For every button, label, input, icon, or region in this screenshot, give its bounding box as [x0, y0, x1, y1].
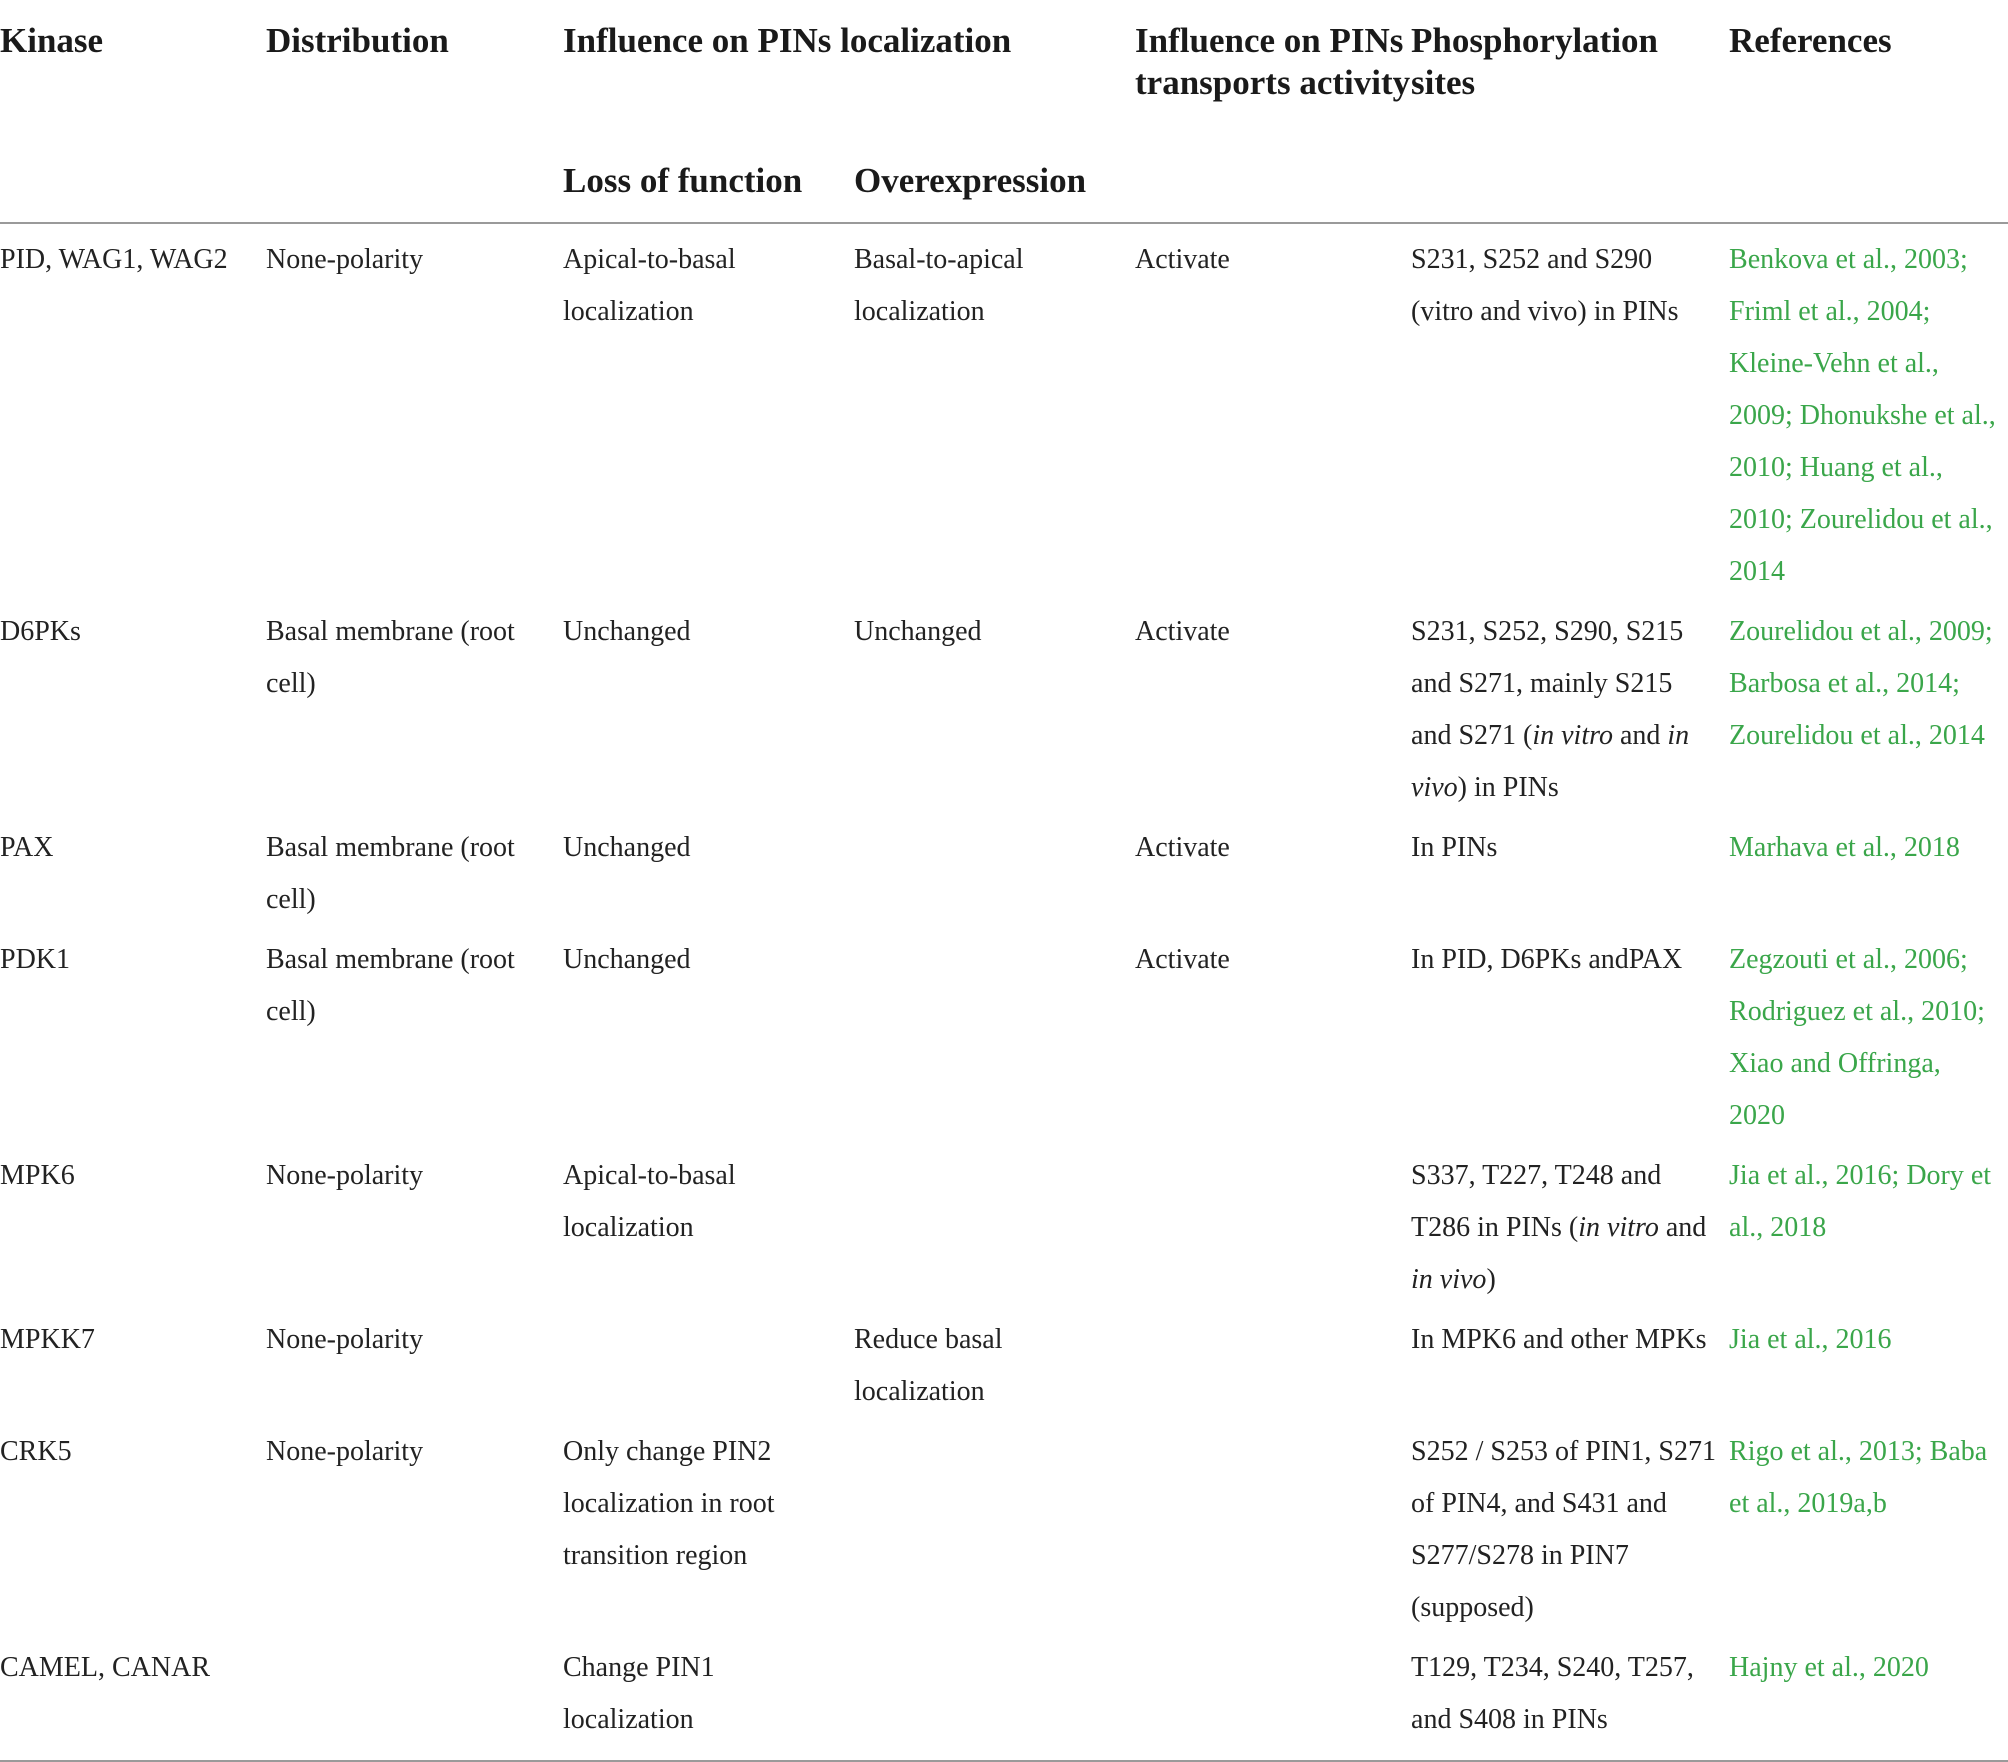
header-blank	[1729, 160, 2008, 223]
table-row	[0, 1146, 2008, 1310]
sites-italic: in vitro	[1532, 720, 1613, 751]
cell-references[interactable]: Zourelidou et al., 2009; Barbosa et al., 2014; Zourelidou et al., 2014	[1729, 616, 1993, 751]
cell-phosphorylation-sites: In MPK6 and other MPKs	[1411, 1324, 1707, 1355]
header-distribution: Distribution	[266, 21, 449, 60]
cell-loss-of-function: Only change PIN2 localization in root transition region	[563, 1436, 775, 1571]
cell-kinase: MPKK7	[0, 1324, 95, 1355]
cell-loss-of-function: Unchanged	[563, 616, 691, 647]
cell-phosphorylation-sites: S252 / S253 of PIN1, S271 of PIN4, and S431 and S277/S278 in PIN7 (supposed)	[1411, 1436, 1716, 1623]
cell-references[interactable]: Jia et al., 2016; Dory et al., 2018	[1729, 1160, 1992, 1243]
table-row	[0, 818, 2008, 930]
cell-loss-of-function: Change PIN1 localization	[563, 1638, 854, 1761]
header-localization-group: Influence on PINs localization	[563, 21, 1012, 60]
table-body	[0, 223, 2008, 1761]
cell-loss-of-function: Unchanged	[563, 944, 691, 975]
cell-kinase: PDK1	[0, 944, 71, 975]
cell-loss-of-function: Apical-to-basal localization	[563, 1160, 736, 1243]
cell-overexpression	[854, 1146, 1135, 1310]
header-blank	[0, 160, 266, 223]
cell-distribution: None-polarity	[266, 244, 424, 275]
cell-transport-activity: Activate	[1135, 832, 1230, 863]
cell-kinase: PID, WAG1, WAG2	[0, 244, 228, 275]
cell-distribution: Basal membrane (root cell)	[266, 616, 515, 699]
header-transport-activity: Influence on PINs transports activity	[1135, 21, 1411, 102]
cell-transport-activity: Activate	[1135, 244, 1230, 275]
cell-kinase: CRK5	[0, 1436, 72, 1467]
sites-text: )	[1486, 1264, 1496, 1295]
cell-references[interactable]: Jia et al., 2016	[1729, 1324, 1892, 1355]
cell-transport-activity	[1135, 1310, 1411, 1422]
cell-references[interactable]: Rigo et al., 2013; Baba et al., 2019a,b	[1729, 1436, 1988, 1519]
cell-transport-activity	[1135, 1638, 1411, 1761]
cell-overexpression	[854, 930, 1135, 1146]
cell-kinase: PAX	[0, 832, 54, 863]
sites-text: and	[1612, 720, 1668, 751]
cell-phosphorylation-sites	[1411, 1146, 1729, 1310]
cell-phosphorylation-sites	[1411, 602, 1729, 818]
table-row	[0, 930, 2008, 1146]
header-blank	[1135, 160, 1411, 223]
cell-distribution: None-polarity	[266, 1436, 424, 1467]
cell-references[interactable]: Zegzouti et al., 2006; Rodriguez et al., 2010; Xiao and Offringa, 2020	[1729, 944, 1985, 1131]
sites-text: S337, T227, T248 and T286 in PINs (	[1411, 1160, 1662, 1243]
cell-references[interactable]: Hajny et al., 2020	[1729, 1638, 2008, 1761]
header-references: References	[1729, 21, 1892, 60]
table-header	[0, 0, 2008, 223]
table-row	[0, 223, 2008, 602]
cell-overexpression: Reduce basal localization	[854, 1324, 1003, 1407]
cell-kinase: MPK6	[0, 1160, 75, 1191]
cell-references[interactable]: Marhava et al., 2018	[1729, 832, 1960, 863]
cell-overexpression	[854, 818, 1135, 930]
cell-references[interactable]: Benkova et al., 2003; Friml et al., 2004; Kleine-Vehn et al., 2009; Dhonukshe et al., 2010; Huang et al., 2010; Zourelidou et al., 2014	[1729, 244, 1996, 587]
cell-loss-of-function: Unchanged	[563, 832, 691, 863]
cell-overexpression: Unchanged	[854, 616, 982, 647]
header-blank	[266, 160, 563, 223]
cell-loss-of-function	[563, 1310, 854, 1422]
sites-text: and	[1658, 1212, 1707, 1243]
cell-phosphorylation-sites: S231, S252 and S290 (vitro and vivo) in PINs	[1411, 244, 1679, 327]
header-overexpression: Overexpression	[854, 160, 1135, 223]
table-row	[0, 602, 2008, 818]
sites-text: S231, S252, S290, S215 and S271, mainly S215 and S271 (	[1411, 616, 1684, 751]
cell-distribution: Basal membrane (root cell)	[266, 944, 515, 1027]
header-kinase: Kinase	[0, 21, 104, 60]
cell-distribution: Basal membrane (root cell)	[266, 832, 515, 915]
cell-overexpression: Basal-to-apical localization	[854, 244, 1024, 327]
cell-transport-activity	[1135, 1146, 1411, 1310]
cell-overexpression	[854, 1422, 1135, 1638]
header-phosphorylation-sites: Phosphorylation sites	[1411, 21, 1659, 102]
cell-transport-activity: Activate	[1135, 616, 1230, 647]
cell-distribution: None-polarity	[266, 1160, 424, 1191]
cell-phosphorylation-sites: In PID, D6PKs andPAX	[1411, 944, 1683, 975]
cell-overexpression	[854, 1638, 1135, 1761]
cell-phosphorylation-sites: T129, T234, S240, T257, and S408 in PINs	[1411, 1638, 1729, 1761]
header-loss-of-function: Loss of function	[563, 160, 854, 223]
sites-text: ) in PINs	[1457, 772, 1559, 803]
cell-transport-activity	[1135, 1422, 1411, 1638]
header-blank	[1411, 160, 1729, 223]
cell-loss-of-function: Apical-to-basal localization	[563, 244, 736, 327]
cell-kinase: D6PKs	[0, 616, 81, 647]
sites-italic: in vitro	[1578, 1212, 1659, 1243]
sites-italic: in vivo	[1411, 1264, 1487, 1295]
cell-distribution	[266, 1638, 563, 1761]
table-row	[0, 1638, 2008, 1761]
sites-italic: in vivo	[1411, 720, 1690, 803]
cell-phosphorylation-sites: In PINs	[1411, 832, 1498, 863]
cell-distribution: None-polarity	[266, 1324, 424, 1355]
table-row	[0, 1310, 2008, 1422]
cell-transport-activity: Activate	[1135, 944, 1230, 975]
cell-kinase: CAMEL, CANAR	[0, 1638, 266, 1761]
table-row	[0, 1422, 2008, 1638]
